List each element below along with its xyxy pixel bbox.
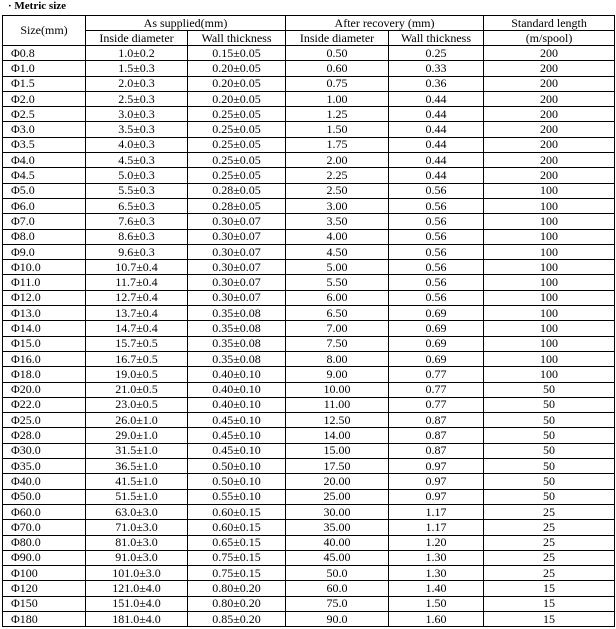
table-row — [3, 581, 615, 596]
table-row — [3, 397, 615, 412]
supplied-inside-diameter-cell: 91.0±3.0 — [86, 550, 188, 565]
supplied-inside-diameter-cell: 9.6±0.3 — [86, 244, 188, 259]
standard-length-cell: 25 — [484, 504, 615, 519]
supplied-wall-thickness-cell: 0.35±0.08 — [188, 336, 286, 351]
size-cell: Φ80.0 — [3, 535, 86, 550]
standard-length-cell: 100 — [484, 183, 615, 198]
recovered-wall-thickness-cell: 1.17 — [389, 520, 484, 535]
table-row — [3, 198, 615, 213]
table-row — [3, 413, 615, 428]
recovered-inside-diameter-cell: 1.75 — [286, 137, 389, 152]
recovered-inside-diameter-cell: 45.00 — [286, 550, 389, 565]
supplied-wall-thickness-cell: 0.60±0.15 — [188, 520, 286, 535]
size-cell: Φ1.0 — [3, 61, 86, 76]
header-wall-thickness: Wall thickness — [188, 31, 286, 46]
supplied-inside-diameter-cell: 19.0±0.5 — [86, 367, 188, 382]
recovered-inside-diameter-cell: 17.50 — [286, 459, 389, 474]
recovered-inside-diameter-cell: 2.25 — [286, 168, 389, 183]
table-row — [3, 290, 615, 305]
standard-length-cell: 200 — [484, 61, 615, 76]
recovered-inside-diameter-cell: 3.50 — [286, 214, 389, 229]
size-cell: Φ7.0 — [3, 214, 86, 229]
header-inside-diameter: Inside diameter — [86, 31, 188, 46]
recovered-wall-thickness-cell: 0.44 — [389, 107, 484, 122]
supplied-wall-thickness-cell: 0.55±0.10 — [188, 489, 286, 504]
supplied-inside-diameter-cell: 5.0±0.3 — [86, 168, 188, 183]
table-row — [3, 137, 615, 152]
recovered-inside-diameter-cell: 50.0 — [286, 566, 389, 581]
size-cell: Φ16.0 — [3, 351, 86, 366]
supplied-wall-thickness-cell: 0.30±0.07 — [188, 290, 286, 305]
table-row — [3, 611, 615, 626]
recovered-wall-thickness-cell: 0.36 — [389, 76, 484, 91]
table-row — [3, 183, 615, 198]
supplied-inside-diameter-cell: 1.5±0.3 — [86, 61, 188, 76]
table-row — [3, 489, 615, 504]
size-cell: Φ2.5 — [3, 107, 86, 122]
recovered-inside-diameter-cell: 35.00 — [286, 520, 389, 535]
supplied-inside-diameter-cell: 21.0±0.5 — [86, 382, 188, 397]
supplied-wall-thickness-cell: 0.15±0.05 — [188, 46, 286, 61]
table-row — [3, 275, 615, 290]
supplied-inside-diameter-cell: 5.5±0.3 — [86, 183, 188, 198]
table-row — [3, 76, 615, 91]
table-row — [3, 535, 615, 550]
table-row — [3, 351, 615, 366]
standard-length-cell: 100 — [484, 260, 615, 275]
standard-length-cell: 25 — [484, 566, 615, 581]
table-row — [3, 459, 615, 474]
supplied-wall-thickness-cell: 0.25±0.05 — [188, 137, 286, 152]
supplied-wall-thickness-cell: 0.40±0.10 — [188, 367, 286, 382]
recovered-inside-diameter-cell: 4.50 — [286, 244, 389, 259]
recovered-wall-thickness-cell: 0.69 — [389, 351, 484, 366]
recovered-inside-diameter-cell: 0.75 — [286, 76, 389, 91]
size-cell: Φ2.0 — [3, 91, 86, 106]
recovered-wall-thickness-cell: 0.77 — [389, 397, 484, 412]
recovered-inside-diameter-cell: 1.00 — [286, 91, 389, 106]
recovered-wall-thickness-cell: 1.40 — [389, 581, 484, 596]
supplied-inside-diameter-cell: 71.0±3.0 — [86, 520, 188, 535]
size-cell: Φ100 — [3, 566, 86, 581]
supplied-wall-thickness-cell: 0.20±0.05 — [188, 91, 286, 106]
supplied-inside-diameter-cell: 13.7±0.4 — [86, 306, 188, 321]
supplied-inside-diameter-cell: 63.0±3.0 — [86, 504, 188, 519]
size-cell: Φ3.0 — [3, 122, 86, 137]
table-row — [3, 107, 615, 122]
size-cell: Φ60.0 — [3, 504, 86, 519]
size-cell: Φ8.0 — [3, 229, 86, 244]
supplied-wall-thickness-cell: 0.25±0.05 — [188, 107, 286, 122]
recovered-wall-thickness-cell: 0.56 — [389, 290, 484, 305]
supplied-inside-diameter-cell: 31.5±1.0 — [86, 443, 188, 458]
standard-length-cell: 200 — [484, 107, 615, 122]
supplied-inside-diameter-cell: 12.7±0.4 — [86, 290, 188, 305]
standard-length-cell: 15 — [484, 596, 615, 611]
supplied-inside-diameter-cell: 41.5±1.0 — [86, 474, 188, 489]
supplied-wall-thickness-cell: 0.28±0.05 — [188, 198, 286, 213]
table-row — [3, 550, 615, 565]
recovered-wall-thickness-cell: 0.56 — [389, 214, 484, 229]
recovered-wall-thickness-cell: 0.44 — [389, 91, 484, 106]
size-cell: Φ40.0 — [3, 474, 86, 489]
supplied-inside-diameter-cell: 14.7±0.4 — [86, 321, 188, 336]
standard-length-cell: 50 — [484, 428, 615, 443]
table-header — [3, 16, 615, 46]
table-row — [3, 428, 615, 443]
recovered-wall-thickness-cell: 0.44 — [389, 168, 484, 183]
standard-length-cell: 25 — [484, 550, 615, 565]
supplied-wall-thickness-cell: 0.40±0.10 — [188, 382, 286, 397]
supplied-inside-diameter-cell: 4.0±0.3 — [86, 137, 188, 152]
recovered-inside-diameter-cell: 75.0 — [286, 596, 389, 611]
standard-length-cell: 100 — [484, 336, 615, 351]
table-row — [3, 321, 615, 336]
standard-length-cell: 100 — [484, 244, 615, 259]
size-cell: Φ35.0 — [3, 459, 86, 474]
supplied-inside-diameter-cell: 7.6±0.3 — [86, 214, 188, 229]
supplied-inside-diameter-cell: 26.0±1.0 — [86, 413, 188, 428]
size-cell: Φ180 — [3, 611, 86, 626]
size-cell: Φ120 — [3, 581, 86, 596]
recovered-wall-thickness-cell: 0.56 — [389, 275, 484, 290]
standard-length-cell: 200 — [484, 137, 615, 152]
supplied-inside-diameter-cell: 181.0±4.0 — [86, 611, 188, 626]
supplied-inside-diameter-cell: 29.0±1.0 — [86, 428, 188, 443]
recovered-wall-thickness-cell: 0.87 — [389, 443, 484, 458]
recovered-wall-thickness-cell: 0.56 — [389, 229, 484, 244]
header-as-supplied: As supplied(mm) — [86, 16, 286, 31]
size-cell: Φ4.0 — [3, 153, 86, 168]
supplied-inside-diameter-cell: 3.5±0.3 — [86, 122, 188, 137]
standard-length-cell: 15 — [484, 611, 615, 626]
recovered-inside-diameter-cell: 9.00 — [286, 367, 389, 382]
table-row — [3, 336, 615, 351]
recovered-inside-diameter-cell: 8.00 — [286, 351, 389, 366]
standard-length-cell: 200 — [484, 153, 615, 168]
header-recovered-wall-thickness: Wall thickness — [389, 31, 484, 46]
supplied-inside-diameter-cell: 11.7±0.4 — [86, 275, 188, 290]
recovered-wall-thickness-cell: 0.77 — [389, 367, 484, 382]
size-cell: Φ5.0 — [3, 183, 86, 198]
recovered-wall-thickness-cell: 0.97 — [389, 459, 484, 474]
table-row — [3, 596, 615, 611]
standard-length-cell: 50 — [484, 382, 615, 397]
recovered-wall-thickness-cell: 0.97 — [389, 489, 484, 504]
table-row — [3, 214, 615, 229]
standard-length-cell: 200 — [484, 76, 615, 91]
metric-size-table — [2, 15, 615, 627]
supplied-inside-diameter-cell: 1.0±0.2 — [86, 46, 188, 61]
recovered-wall-thickness-cell: 0.44 — [389, 137, 484, 152]
supplied-wall-thickness-cell: 0.35±0.08 — [188, 306, 286, 321]
table-row — [3, 46, 615, 61]
supplied-inside-diameter-cell: 81.0±3.0 — [86, 535, 188, 550]
size-cell: Φ22.0 — [3, 397, 86, 412]
recovered-inside-diameter-cell: 90.0 — [286, 611, 389, 626]
standard-length-cell: 25 — [484, 535, 615, 550]
supplied-wall-thickness-cell: 0.45±0.10 — [188, 413, 286, 428]
size-cell: Φ12.0 — [3, 290, 86, 305]
size-cell: Φ3.5 — [3, 137, 86, 152]
recovered-wall-thickness-cell: 0.25 — [389, 46, 484, 61]
recovered-inside-diameter-cell: 11.00 — [286, 397, 389, 412]
recovered-inside-diameter-cell: 25.00 — [286, 489, 389, 504]
supplied-inside-diameter-cell: 36.5±1.0 — [86, 459, 188, 474]
standard-length-cell: 100 — [484, 214, 615, 229]
recovered-wall-thickness-cell: 1.60 — [389, 611, 484, 626]
supplied-inside-diameter-cell: 3.0±0.3 — [86, 107, 188, 122]
table-row — [3, 91, 615, 106]
table-row — [3, 306, 615, 321]
standard-length-cell: 100 — [484, 321, 615, 336]
recovered-inside-diameter-cell: 12.50 — [286, 413, 389, 428]
standard-length-cell: 15 — [484, 581, 615, 596]
supplied-wall-thickness-cell: 0.80±0.20 — [188, 581, 286, 596]
supplied-wall-thickness-cell: 0.80±0.20 — [188, 596, 286, 611]
standard-length-cell: 50 — [484, 397, 615, 412]
supplied-wall-thickness-cell: 0.30±0.07 — [188, 214, 286, 229]
standard-length-cell: 200 — [484, 91, 615, 106]
standard-length-cell: 50 — [484, 413, 615, 428]
table-row — [3, 520, 615, 535]
standard-length-cell: 50 — [484, 489, 615, 504]
recovered-inside-diameter-cell: 6.50 — [286, 306, 389, 321]
header-recovered-inside-diameter: Inside diameter — [286, 31, 389, 46]
recovered-wall-thickness-cell: 1.30 — [389, 550, 484, 565]
size-cell: Φ9.0 — [3, 244, 86, 259]
recovered-inside-diameter-cell: 2.00 — [286, 153, 389, 168]
size-cell: Φ150 — [3, 596, 86, 611]
header-after-recovery: After recovery (mm) — [286, 16, 484, 31]
supplied-inside-diameter-cell: 101.0±3.0 — [86, 566, 188, 581]
supplied-wall-thickness-cell: 0.40±0.10 — [188, 397, 286, 412]
size-cell: Φ0.8 — [3, 46, 86, 61]
recovered-wall-thickness-cell: 1.20 — [389, 535, 484, 550]
standard-length-cell: 100 — [484, 367, 615, 382]
recovered-inside-diameter-cell: 7.00 — [286, 321, 389, 336]
supplied-inside-diameter-cell: 6.5±0.3 — [86, 198, 188, 213]
standard-length-cell: 100 — [484, 306, 615, 321]
standard-length-cell: 100 — [484, 351, 615, 366]
supplied-inside-diameter-cell: 51.5±1.0 — [86, 489, 188, 504]
supplied-wall-thickness-cell: 0.85±0.20 — [188, 611, 286, 626]
supplied-wall-thickness-cell: 0.35±0.08 — [188, 351, 286, 366]
table-row — [3, 382, 615, 397]
supplied-wall-thickness-cell: 0.20±0.05 — [188, 76, 286, 91]
recovered-inside-diameter-cell: 20.00 — [286, 474, 389, 489]
standard-length-cell: 100 — [484, 290, 615, 305]
size-cell: Φ11.0 — [3, 275, 86, 290]
size-cell: Φ10.0 — [3, 260, 86, 275]
recovered-inside-diameter-cell: 0.50 — [286, 46, 389, 61]
supplied-wall-thickness-cell: 0.75±0.15 — [188, 550, 286, 565]
size-cell: Φ70.0 — [3, 520, 86, 535]
supplied-wall-thickness-cell: 0.25±0.05 — [188, 153, 286, 168]
recovered-wall-thickness-cell: 0.69 — [389, 321, 484, 336]
size-cell: Φ14.0 — [3, 321, 86, 336]
recovered-inside-diameter-cell: 14.00 — [286, 428, 389, 443]
table-row — [3, 367, 615, 382]
recovered-inside-diameter-cell: 1.50 — [286, 122, 389, 137]
recovered-inside-diameter-cell: 10.00 — [286, 382, 389, 397]
standard-length-cell: 25 — [484, 520, 615, 535]
size-cell: Φ28.0 — [3, 428, 86, 443]
table-row — [3, 474, 615, 489]
standard-length-cell: 200 — [484, 122, 615, 137]
recovered-inside-diameter-cell: 30.00 — [286, 504, 389, 519]
recovered-wall-thickness-cell: 0.87 — [389, 428, 484, 443]
table-row — [3, 443, 615, 458]
supplied-wall-thickness-cell: 0.30±0.07 — [188, 229, 286, 244]
recovered-inside-diameter-cell: 7.50 — [286, 336, 389, 351]
supplied-wall-thickness-cell: 0.20±0.05 — [188, 61, 286, 76]
header-standard-length-unit: (m/spool) — [484, 31, 615, 46]
supplied-wall-thickness-cell: 0.30±0.07 — [188, 275, 286, 290]
table-row — [3, 61, 615, 76]
recovered-inside-diameter-cell: 2.50 — [286, 183, 389, 198]
standard-length-cell: 100 — [484, 275, 615, 290]
recovered-inside-diameter-cell: 5.50 — [286, 275, 389, 290]
recovered-wall-thickness-cell: 1.30 — [389, 566, 484, 581]
supplied-wall-thickness-cell: 0.30±0.07 — [188, 244, 286, 259]
recovered-wall-thickness-cell: 1.17 — [389, 504, 484, 519]
supplied-wall-thickness-cell: 0.45±0.10 — [188, 428, 286, 443]
size-cell: Φ20.0 — [3, 382, 86, 397]
recovered-wall-thickness-cell: 0.44 — [389, 153, 484, 168]
size-cell: Φ6.0 — [3, 198, 86, 213]
recovered-wall-thickness-cell: 1.50 — [389, 596, 484, 611]
recovered-wall-thickness-cell: 0.69 — [389, 336, 484, 351]
header-standard-length: Standard length — [484, 16, 615, 31]
table-row — [3, 168, 615, 183]
supplied-inside-diameter-cell: 8.6±0.3 — [86, 229, 188, 244]
standard-length-cell: 50 — [484, 459, 615, 474]
supplied-wall-thickness-cell: 0.45±0.10 — [188, 443, 286, 458]
supplied-wall-thickness-cell: 0.28±0.05 — [188, 183, 286, 198]
recovered-wall-thickness-cell: 0.87 — [389, 413, 484, 428]
recovered-inside-diameter-cell: 40.00 — [286, 535, 389, 550]
size-cell: Φ18.0 — [3, 367, 86, 382]
recovered-wall-thickness-cell: 0.69 — [389, 306, 484, 321]
size-cell: Φ30.0 — [3, 443, 86, 458]
supplied-inside-diameter-cell: 10.7±0.4 — [86, 260, 188, 275]
table-row — [3, 229, 615, 244]
supplied-inside-diameter-cell: 2.0±0.3 — [86, 76, 188, 91]
supplied-inside-diameter-cell: 121.0±4.0 — [86, 581, 188, 596]
recovered-inside-diameter-cell: 60.0 — [286, 581, 389, 596]
recovered-inside-diameter-cell: 5.00 — [286, 260, 389, 275]
table-row — [3, 244, 615, 259]
supplied-inside-diameter-cell: 4.5±0.3 — [86, 153, 188, 168]
table-row — [3, 122, 615, 137]
size-cell: Φ25.0 — [3, 413, 86, 428]
recovered-inside-diameter-cell: 0.60 — [286, 61, 389, 76]
section-title: · Metric size — [8, 0, 67, 12]
supplied-wall-thickness-cell: 0.50±0.10 — [188, 459, 286, 474]
supplied-inside-diameter-cell: 2.5±0.3 — [86, 91, 188, 106]
size-cell: Φ90.0 — [3, 550, 86, 565]
recovered-wall-thickness-cell: 0.44 — [389, 122, 484, 137]
supplied-inside-diameter-cell: 151.0±4.0 — [86, 596, 188, 611]
size-cell: Φ13.0 — [3, 306, 86, 321]
supplied-inside-diameter-cell: 15.7±0.5 — [86, 336, 188, 351]
supplied-wall-thickness-cell: 0.25±0.05 — [188, 122, 286, 137]
supplied-wall-thickness-cell: 0.35±0.08 — [188, 321, 286, 336]
standard-length-cell: 200 — [484, 46, 615, 61]
table-row — [3, 504, 615, 519]
recovered-wall-thickness-cell: 0.56 — [389, 260, 484, 275]
size-cell: Φ4.5 — [3, 168, 86, 183]
supplied-wall-thickness-cell: 0.75±0.15 — [188, 566, 286, 581]
supplied-wall-thickness-cell: 0.30±0.07 — [188, 260, 286, 275]
supplied-wall-thickness-cell: 0.65±0.15 — [188, 535, 286, 550]
table-row — [3, 566, 615, 581]
supplied-inside-diameter-cell: 23.0±0.5 — [86, 397, 188, 412]
recovered-wall-thickness-cell: 0.56 — [389, 198, 484, 213]
standard-length-cell: 100 — [484, 198, 615, 213]
supplied-wall-thickness-cell: 0.50±0.10 — [188, 474, 286, 489]
standard-length-cell: 200 — [484, 168, 615, 183]
recovered-wall-thickness-cell: 0.56 — [389, 244, 484, 259]
supplied-wall-thickness-cell: 0.60±0.15 — [188, 504, 286, 519]
supplied-inside-diameter-cell: 16.7±0.5 — [86, 351, 188, 366]
standard-length-cell: 50 — [484, 443, 615, 458]
standard-length-cell: 50 — [484, 474, 615, 489]
recovered-inside-diameter-cell: 15.00 — [286, 443, 389, 458]
recovered-inside-diameter-cell: 1.25 — [286, 107, 389, 122]
recovered-wall-thickness-cell: 0.97 — [389, 474, 484, 489]
header-size: Size(mm) — [3, 16, 86, 46]
standard-length-cell: 100 — [484, 229, 615, 244]
size-cell: Φ50.0 — [3, 489, 86, 504]
size-cell: Φ15.0 — [3, 336, 86, 351]
recovered-wall-thickness-cell: 0.33 — [389, 61, 484, 76]
size-cell: Φ1.5 — [3, 76, 86, 91]
recovered-inside-diameter-cell: 6.00 — [286, 290, 389, 305]
recovered-wall-thickness-cell: 0.56 — [389, 183, 484, 198]
recovered-inside-diameter-cell: 3.00 — [286, 198, 389, 213]
table-row — [3, 260, 615, 275]
table-row — [3, 153, 615, 168]
recovered-inside-diameter-cell: 4.00 — [286, 229, 389, 244]
recovered-wall-thickness-cell: 0.77 — [389, 382, 484, 397]
supplied-wall-thickness-cell: 0.25±0.05 — [188, 168, 286, 183]
table-body — [3, 46, 615, 627]
